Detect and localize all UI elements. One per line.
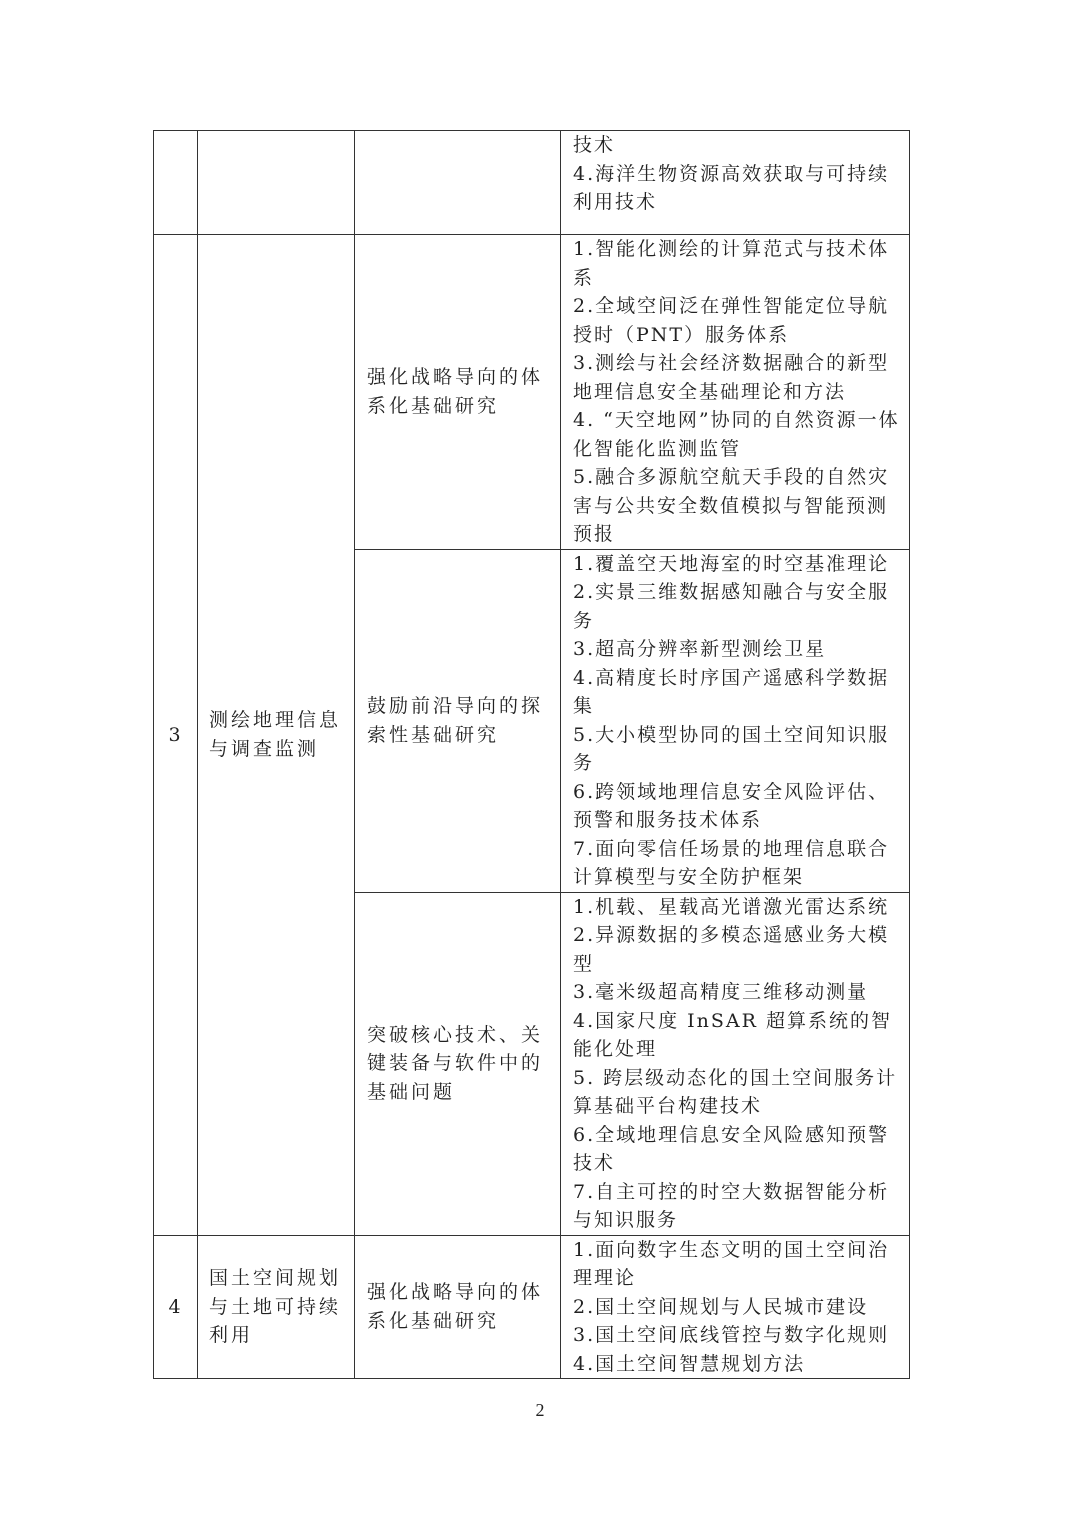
research-topics-table	[153, 130, 910, 1379]
list-item: 3.测绘与社会经济数据融合的新型地理信息安全基础理论和方法	[573, 352, 890, 403]
field-cell: 测绘地理信息与调查监测	[198, 235, 355, 1236]
category-cell: 鼓励前沿导向的探索性基础研究	[355, 549, 561, 892]
list-item: 4.海洋生物资源高效获取与可持续利用技术	[573, 162, 890, 213]
list-item: 5.大小模型协同的国土空间知识服务	[573, 723, 890, 774]
list-item: 6.全域地理信息安全风险感知预警技术	[573, 1123, 890, 1174]
list-item: 3.国土空间底线管控与数字化规则	[573, 1324, 890, 1346]
list-item: 1.机载、星载高光谱激光雷达系统	[573, 895, 890, 918]
list-item: 6.跨领域地理信息安全风险评估、预警和服务技术体系	[573, 780, 890, 831]
list-item: 4.高精度长时序国产遥感科学数据集	[573, 666, 890, 717]
row-number-cell: 3	[154, 235, 198, 1236]
list-item: 4. “天空地网”协同的自然资源一体化智能化监测监管	[573, 409, 900, 460]
topics-cell	[561, 235, 910, 550]
list-item: 2.全域空间泛在弹性智能定位导航授时（PNT）服务体系	[573, 295, 890, 346]
field-cell	[198, 131, 355, 235]
list-item: 4.国土空间智慧规划方法	[573, 1352, 806, 1375]
list-item: 3.毫米级超高精度三维移动测量	[573, 981, 869, 1003]
list-item: 5. 跨层级动态化的国土空间服务计算基础平台构建技术	[573, 1066, 898, 1117]
list-item: 2.异源数据的多模态遥感业务大模型	[573, 924, 890, 975]
list-item: 3.超高分辨率新型测绘卫星	[573, 638, 827, 660]
topic-list	[573, 235, 901, 549]
list-item: 1.覆盖空天地海室的时空基准理论	[573, 552, 890, 575]
list-item: 1.面向数字生态文明的国土空间治理理论	[573, 1238, 890, 1289]
topic-list	[573, 550, 901, 892]
list-item: 5.融合多源航空航天手段的自然灾害与公共安全数值模拟与智能预测预报	[573, 466, 890, 545]
list-item: 2.实景三维数据感知融合与安全服务	[573, 581, 890, 632]
category-cell: 突破核心技术、关键装备与软件中的基础问题	[355, 892, 561, 1235]
table-row	[154, 131, 910, 235]
topics-cell	[561, 1235, 910, 1379]
topic-list	[573, 1236, 901, 1379]
list-item: 1.智能化测绘的计算范式与技术体系	[573, 238, 890, 289]
category-cell: 强化战略导向的体系化基础研究	[355, 235, 561, 550]
list-item: 技术	[573, 134, 616, 156]
topics-cell	[561, 549, 910, 892]
topics-cell	[561, 131, 910, 235]
page-number: 2	[535, 1400, 545, 1420]
list-item: 7.面向零信任场景的地理信息联合计算模型与安全防护框架	[573, 837, 890, 888]
list-item: 2.国土空间规划与人民城市建设	[573, 1295, 869, 1318]
topics-cell	[561, 892, 910, 1235]
category-cell	[355, 131, 561, 235]
list-item: 4.国家尺度 InSAR 超算系统的智能化处理	[573, 1009, 892, 1060]
category-cell: 强化战略导向的体系化基础研究	[355, 1235, 561, 1379]
table-row	[154, 1235, 910, 1379]
row-number-cell: 4	[154, 1235, 198, 1379]
topic-list	[573, 131, 901, 217]
field-cell: 国土空间规划与土地可持续利用	[198, 1235, 355, 1379]
topic-list	[573, 893, 901, 1235]
row-number-cell	[154, 131, 198, 235]
table-row	[154, 235, 910, 550]
list-item: 7.自主可控的时空大数据智能分析与知识服务	[573, 1180, 890, 1231]
